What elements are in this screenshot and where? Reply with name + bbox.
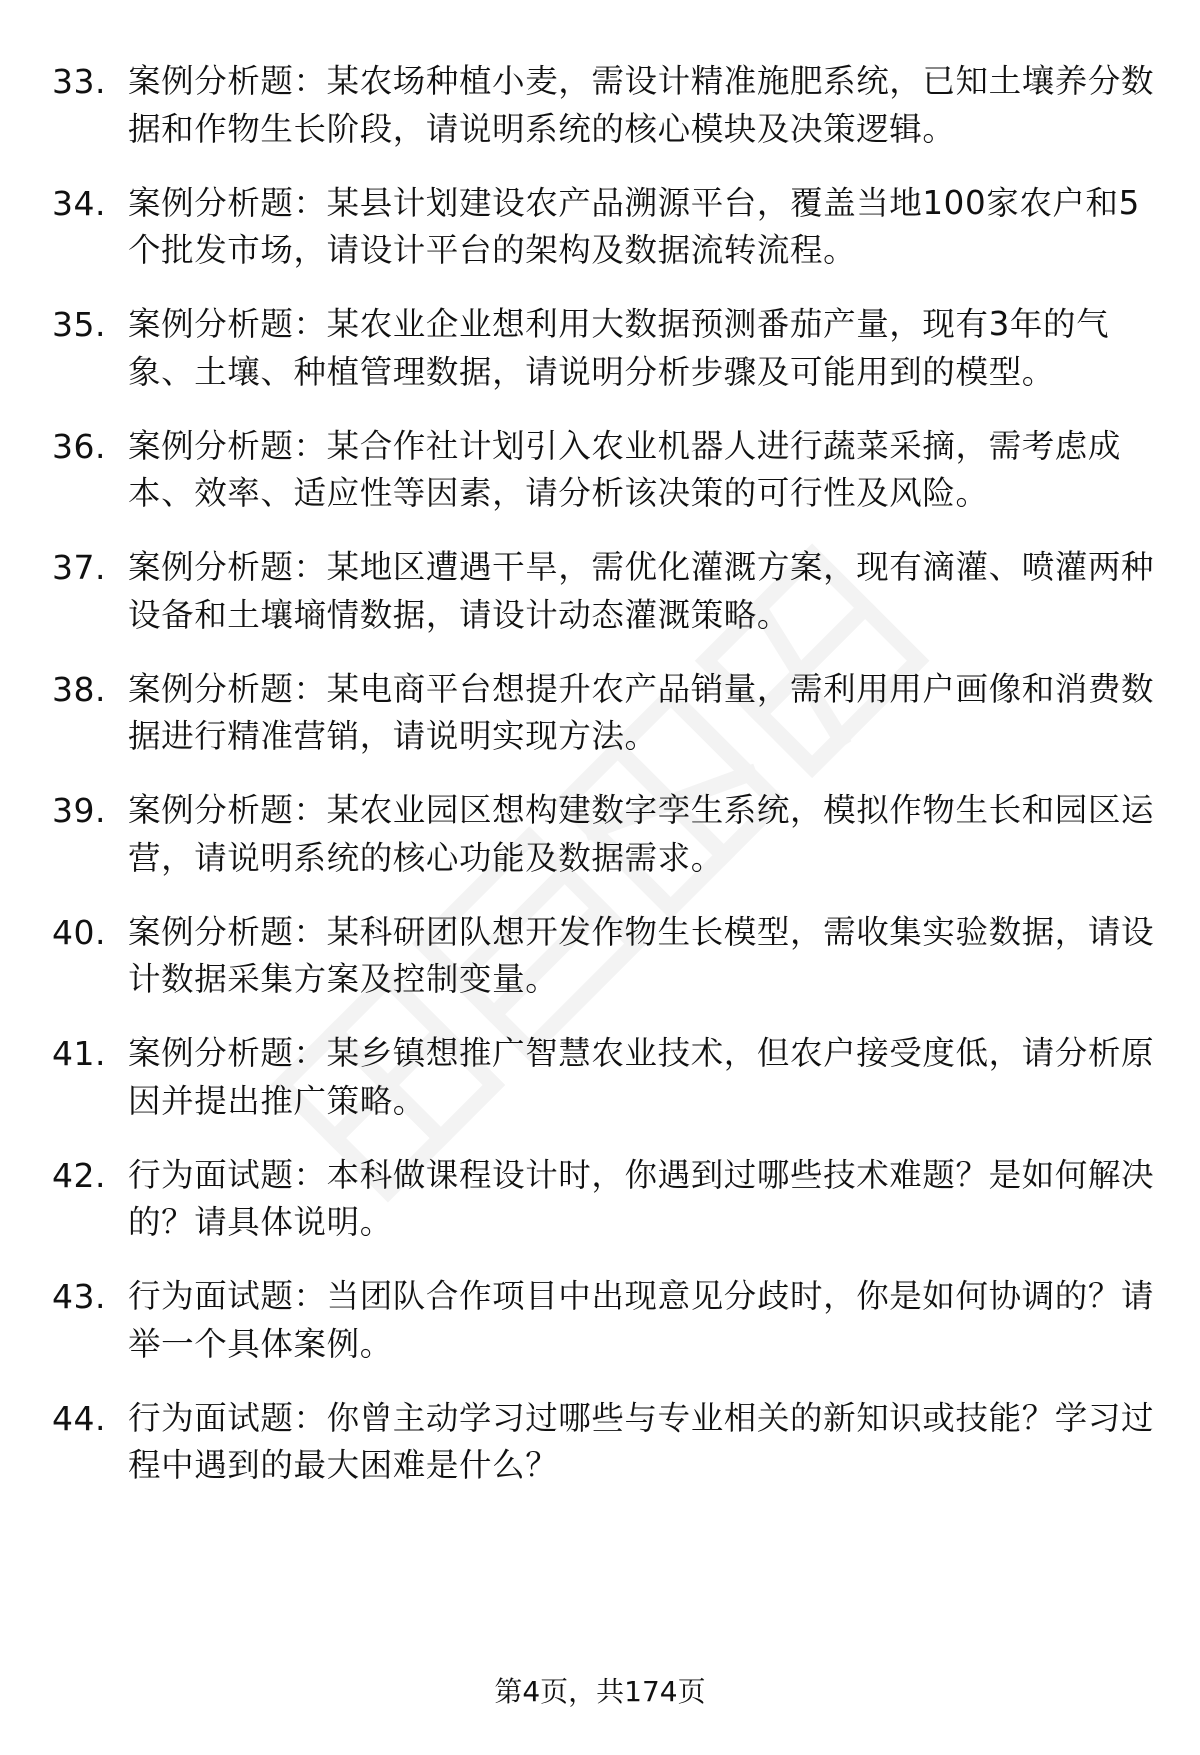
question-text: 案例分析题：某电商平台想提升农产品销量，需利用用户画像和消费数据进行精准营销，请说明实现方法。: [128, 669, 1155, 755]
list-item: [52, 1395, 1162, 1490]
question-number: 44.: [52, 1398, 106, 1438]
question-number: 36.: [52, 426, 106, 466]
list-item: [52, 180, 1162, 275]
question-list: [52, 58, 1162, 1516]
question-number: 37.: [52, 548, 106, 587]
question-text: 案例分析题：某县计划建设农产品溯源平台，覆盖当地100家农户和5个批发市场，请设计平台的架构及数据流转流程。: [128, 183, 1140, 269]
question-number: 38.: [52, 669, 106, 709]
list-item: [52, 1273, 1162, 1368]
question-text: 行为面试题：你曾主动学习过哪些与专业相关的新知识或技能？学习过程中遇到的最大困难是什么？: [128, 1398, 1155, 1484]
question-text: 案例分析题：某农场种植小麦，需设计精准施肥系统，已知土壤养分数据和作物生长阶段，请说明系统的核心模块及决策逻辑。: [128, 62, 1155, 148]
list-item: [52, 1152, 1162, 1247]
list-item: [52, 423, 1162, 518]
list-item: [52, 666, 1162, 761]
list-item: [52, 1030, 1162, 1125]
list-item: [52, 787, 1162, 882]
question-number: 41.: [52, 1034, 106, 1073]
question-number: 40.: [52, 912, 106, 952]
question-number: 35.: [52, 305, 106, 344]
list-item: [52, 544, 1162, 639]
question-text: 行为面试题：本科做课程设计时，你遇到过哪些技术难题？是如何解决的？请具体说明。: [128, 1155, 1155, 1241]
list-item: [52, 301, 1162, 396]
question-number: 43.: [52, 1277, 106, 1316]
list-item: [52, 909, 1162, 1004]
question-text: 案例分析题：某合作社计划引入农业机器人进行蔬菜采摘，需考虑成本、效率、适应性等因素，请分析该决策的可行性及风险。: [128, 426, 1122, 512]
question-text: 案例分析题：某农业企业想利用大数据预测番茄产量，现有3年的气象、土壤、种植管理数据，请说明分析步骤及可能用到的模型。: [128, 305, 1110, 391]
question-number: 33.: [52, 62, 106, 101]
page-number-footer: 第4页，共174页: [494, 1675, 706, 1708]
question-number: 42.: [52, 1155, 106, 1195]
question-number: 34.: [52, 183, 106, 223]
question-text: 行为面试题：当团队合作项目中出现意见分歧时，你是如何协调的？请举一个具体案例。: [128, 1277, 1155, 1363]
list-item: [52, 58, 1162, 153]
question-number: 39.: [52, 791, 106, 830]
question-text: 案例分析题：某乡镇想推广智慧农业技术，但农户接受度低，请分析原因并提出推广策略。: [128, 1034, 1155, 1120]
question-text: 案例分析题：某科研团队想开发作物生长模型，需收集实验数据，请设计数据采集方案及控制变量。: [128, 912, 1155, 998]
question-text: 案例分析题：某地区遭遇干旱，需优化灌溉方案，现有滴灌、喷灌两种设备和土壤墒情数据，请设计动态灌溉策略。: [128, 548, 1155, 634]
question-text: 案例分析题：某农业园区想构建数字孪生系统，模拟作物生长和园区运营，请说明系统的核心功能及数据需求。: [128, 791, 1155, 877]
